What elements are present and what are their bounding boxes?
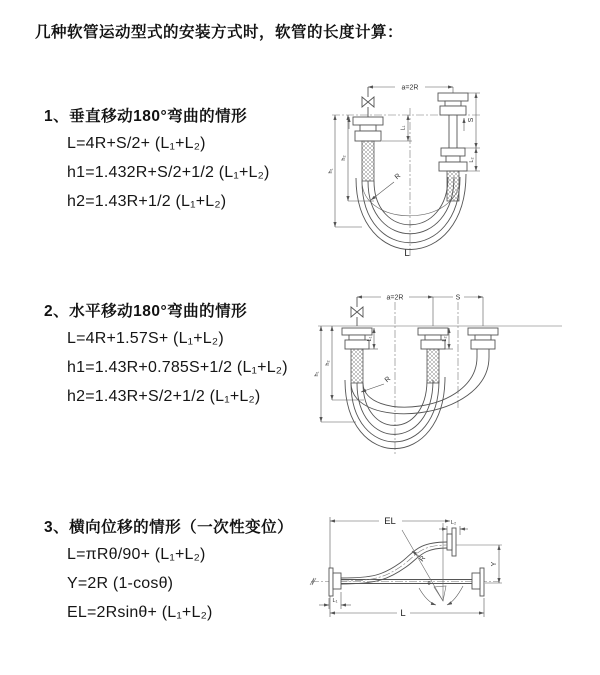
d1-dim-l2-label: L₂ — [469, 157, 475, 163]
right-hose-fitting — [468, 328, 498, 357]
formula-y: Y=2R (1-cosθ) — [67, 575, 174, 592]
right-hose-fitting — [438, 93, 468, 201]
d1-dim-h1-label: h₁ — [328, 168, 334, 174]
section-2 — [44, 299, 288, 406]
d3-radius-label: R — [418, 554, 428, 564]
d2-dim-a-label: a=2R — [386, 294, 404, 302]
d1-length-label: L — [404, 248, 410, 259]
valve-icon — [362, 87, 374, 117]
d2-dim-l1-label: L₁ — [367, 336, 373, 342]
left-flange — [329, 568, 341, 596]
formula-l: L=4R+1.57S+ (L₁+L₂) — [67, 330, 224, 347]
d1-radius-label: R — [393, 172, 403, 182]
d1-dim-s-label: S — [468, 117, 475, 123]
section-1-heading: 1、垂直移动180°弯曲的情形 — [44, 108, 248, 125]
upper-right-flange — [447, 528, 456, 556]
hose-u-curves — [345, 357, 489, 449]
section-3-heading: 3、横向位移的情形（一次性变位） — [44, 519, 294, 536]
middle-hose-fitting — [418, 328, 448, 383]
page-title: 几种软管运动型式的安装方式时，软管的长度计算： — [35, 24, 404, 41]
lower-right-flange — [472, 568, 484, 596]
d2-radius-label: R — [383, 375, 393, 385]
d3-dim-l1-label: L₁ — [332, 598, 338, 604]
diagram-horizontal-180-bend — [306, 282, 598, 467]
formula-h2: h2=1.43R+1/2 (L₁+L₂) — [67, 193, 227, 210]
diagram-vertical-180-bend — [310, 60, 582, 260]
section-3 — [44, 515, 293, 622]
d3-dim-l2-label: L₂ — [450, 520, 457, 526]
left-hose-fitting — [342, 328, 372, 383]
hose-displaced-curve — [341, 542, 447, 584]
valve-icon — [351, 297, 363, 326]
formula-h1: h1=1.43R+0.785S+1/2 (L₁+L₂) — [67, 359, 288, 376]
formula-l: L=4R+S/2+ (L₁+L₂) — [67, 135, 206, 152]
formula-l: L=πRθ/90+ (L₁+L₂) — [67, 546, 206, 563]
d1-dim-a-label: a=2R — [401, 84, 419, 92]
d1-dim-l1-label: L₁ — [400, 125, 407, 131]
d3-length-label: L — [400, 608, 406, 619]
diagram-lateral-displacement — [303, 493, 600, 655]
d2-dim-h2-label: h₂ — [325, 360, 331, 366]
d3-dim-el-label: EL — [384, 516, 396, 527]
d2-dim-l2-label: L₂ — [442, 336, 448, 342]
formula-h2: h2=1.43R+S/2+1/2 (L₁+L₂) — [67, 388, 261, 405]
d2-dim-h1-label: h₁ — [314, 371, 320, 377]
section-2-heading: 2、水平移动180°弯曲的情形 — [44, 303, 248, 320]
d3-theta-label: θ — [427, 581, 431, 587]
formula-h1: h1=1.432R+S/2+1/2 (L₁+L₂) — [67, 164, 270, 181]
d1-dim-h2-label: h₂ — [341, 155, 347, 161]
d3-dim-y-label: Y — [491, 561, 498, 567]
section-1 — [44, 104, 270, 211]
d2-dim-s-label: S — [455, 294, 461, 302]
left-hose-fitting — [353, 117, 383, 181]
formula-el: EL=2Rsinθ+ (L₁+L₂) — [67, 604, 213, 621]
